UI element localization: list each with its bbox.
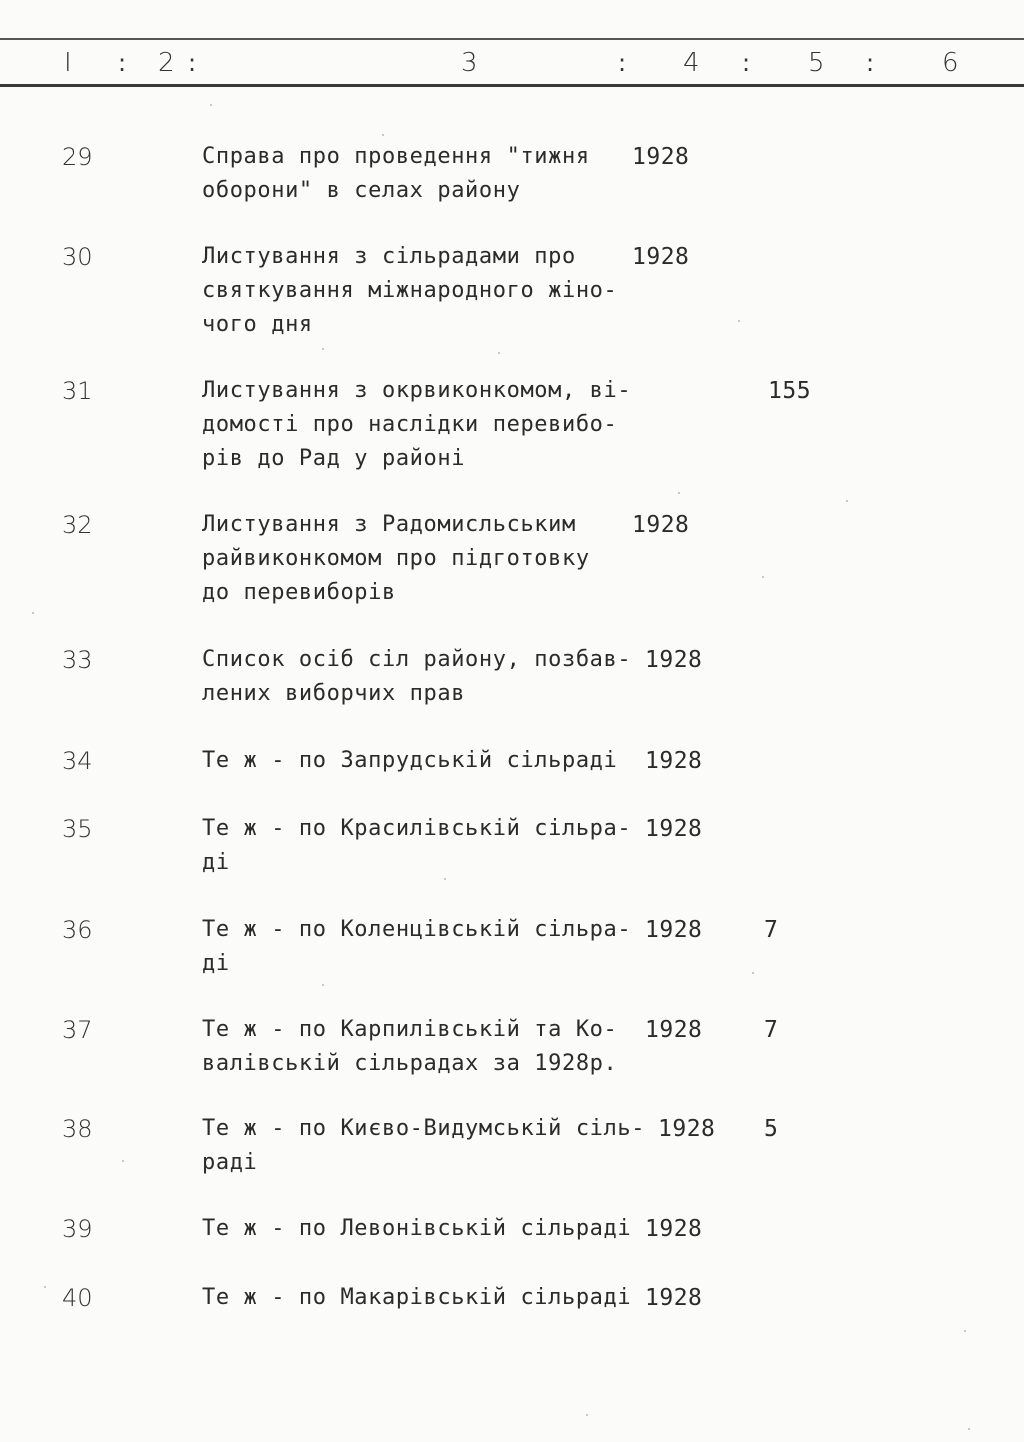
row-number: 40: [62, 1284, 93, 1312]
row-year: 1928: [658, 1116, 716, 1142]
column-separator: :: [742, 49, 751, 77]
scan-speck: [444, 878, 446, 880]
row-year: 1928: [645, 1017, 703, 1043]
scan-speck: [968, 1428, 970, 1430]
row-title-line: Те ж - по Запрудській сільраді: [202, 748, 618, 773]
row-title: [202, 1281, 642, 1315]
row-year: 1928: [645, 748, 703, 774]
row-number: 38: [62, 1115, 93, 1143]
scan-speck: [586, 1414, 588, 1416]
row-number: 29: [62, 143, 93, 171]
scan-speck: [32, 612, 34, 614]
row-title-line: рів до Рад у районі: [202, 446, 466, 471]
scan-speck: [738, 320, 740, 322]
row-number: 34: [62, 747, 93, 775]
header-top-rule: [0, 38, 1024, 40]
row-title-line: ді: [202, 951, 230, 976]
row-number: 37: [62, 1016, 93, 1044]
row-year: 1928: [632, 144, 690, 170]
scan-speck: [964, 1330, 966, 1332]
column-header-6: 6: [942, 48, 959, 78]
row-title-line: Справа про проведення "тижня: [202, 144, 590, 169]
row-year: 1928: [645, 1285, 703, 1311]
row-title: [202, 643, 642, 711]
column-header-4: 4: [683, 48, 700, 78]
scan-speck: [498, 352, 500, 354]
row-title: [202, 744, 642, 778]
row-title-line: райвиконкомом про підготовку: [202, 546, 590, 571]
scan-speck: [762, 576, 764, 578]
row-sheet-count: 7: [764, 1017, 779, 1043]
row-title-line: до перевиборів: [202, 580, 396, 605]
row-year: 1928: [645, 1216, 703, 1242]
row-year: 1928: [645, 647, 703, 673]
row-number: 35: [62, 815, 93, 843]
header-bottom-rule: [0, 84, 1024, 87]
row-number: 31: [62, 377, 93, 405]
row-title: [202, 812, 642, 880]
row-number: 39: [62, 1215, 93, 1243]
column-header-2: 2: [158, 48, 175, 78]
row-title-line: святкування міжнародного жіно-: [202, 278, 618, 303]
row-title-line: валівській сільрадах за 1928р.: [202, 1051, 618, 1076]
row-title-line: оборони" в селах району: [202, 178, 521, 203]
column-header-1: I: [64, 48, 72, 78]
column-header-3: 3: [461, 48, 478, 78]
row-title: [202, 1212, 642, 1246]
row-title-line: Те ж - по Макарівській сільраді: [202, 1285, 632, 1310]
row-title-line: лених виборчих прав: [202, 681, 466, 706]
row-number: 32: [62, 511, 93, 539]
row-title-line: ді: [202, 850, 230, 875]
row-title: [202, 913, 642, 981]
row-title-line: раді: [202, 1150, 258, 1175]
row-year: 1928: [632, 244, 690, 270]
column-separator: :: [866, 49, 875, 77]
row-sheet-count: 7: [764, 917, 779, 943]
scan-speck: [382, 134, 384, 136]
scan-speck: [210, 104, 212, 106]
row-title: [202, 1112, 646, 1180]
scan-speck: [44, 1286, 46, 1288]
scan-speck: [678, 492, 680, 494]
column-separator: :: [118, 49, 127, 77]
row-title-line: Листування з Радомисльським: [202, 512, 576, 537]
column-separator: :: [188, 49, 197, 77]
row-title: [202, 374, 642, 476]
row-number: 33: [62, 646, 93, 674]
row-title: [202, 1013, 642, 1081]
row-title: [202, 240, 642, 342]
row-title-line: чого дня: [202, 312, 313, 337]
row-title-line: Те ж - по Коленцівській сільра-: [202, 917, 632, 942]
row-year: 1928: [632, 512, 690, 538]
row-title-line: Те ж - по Красилівській сільра-: [202, 816, 632, 841]
row-title: [202, 140, 642, 208]
scan-speck: [122, 1160, 124, 1162]
row-title-line: Листування з сільрадами про: [202, 244, 576, 269]
row-title-line: Листування з окрвиконкомом, ві-: [202, 378, 632, 403]
row-title-line: Те ж - по Києво-Видумській сіль-: [202, 1116, 646, 1141]
row-number: 36: [62, 916, 93, 944]
row-year: 1928: [645, 816, 703, 842]
column-separator: :: [618, 49, 627, 77]
row-title-line: Те ж - по Левонівській сільраді: [202, 1216, 632, 1241]
row-number: 30: [62, 243, 93, 271]
row-sheet-count: 155: [768, 378, 812, 404]
scan-speck: [846, 500, 848, 502]
scan-speck: [322, 984, 324, 986]
row-title-line: домості про наслідки перевибо-: [202, 412, 618, 437]
scan-speck: [752, 972, 754, 974]
row-sheet-count: 5: [764, 1116, 779, 1142]
row-title: [202, 508, 642, 610]
row-title-line: Те ж - по Карпилівській та Ко-: [202, 1017, 618, 1042]
scan-speck: [322, 348, 324, 350]
row-title-line: Список осіб сіл району, позбав-: [202, 647, 632, 672]
row-year: 1928: [645, 917, 703, 943]
column-header-5: 5: [808, 48, 825, 78]
